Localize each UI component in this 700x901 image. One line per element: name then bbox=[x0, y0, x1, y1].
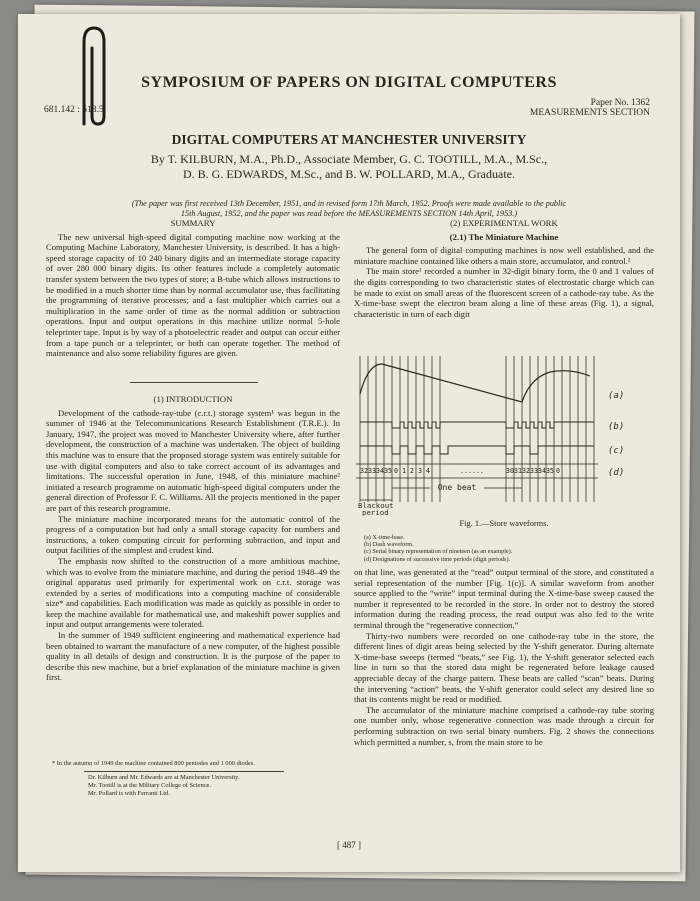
digit-label: 34 bbox=[538, 467, 546, 475]
digit-label: 32 bbox=[360, 467, 368, 475]
waveform-label-d: (d) bbox=[608, 468, 625, 478]
paper-page bbox=[18, 14, 680, 872]
digit-label: 32 bbox=[522, 467, 530, 475]
continued-section bbox=[354, 567, 654, 747]
waveform-labels bbox=[608, 391, 624, 478]
experimental-paragraph-1: The general form of digital computing machines is now well established, and the miniature machine contained like others a main store, accumulator, and control.² bbox=[354, 245, 654, 266]
legend-item: (d) Designations of successive time periods (digit periods). bbox=[364, 555, 511, 563]
paper-number: Paper No. 1362 bbox=[590, 98, 650, 108]
intro-paragraph-3: The emphasis now shifted to the construction of a more ambitious machine, which was to evolve from the miniature machine, and during the period 1948–49 the original apparatus used primarily for experimental work on c.r.t. storage was extended by a series of modifications into a computing machine of considerable size* and capabilities. Each modification was made as quickly as possible in order to keep the machine available for mathematical use, and makeshift power supplies and input and output arrangements were tolerated. bbox=[46, 555, 340, 630]
ellipsis: ...... bbox=[460, 467, 484, 475]
period-label: period bbox=[362, 508, 389, 516]
store-waveforms-figure bbox=[354, 354, 654, 516]
miniature-machine-subheading: (2.1) The Miniature Machine bbox=[449, 231, 559, 242]
digit-label: 3 bbox=[418, 467, 422, 475]
one-beat-marker bbox=[392, 483, 522, 492]
digit-label: 34 bbox=[376, 467, 384, 475]
timing-gridlines bbox=[360, 356, 594, 502]
paper-title: DIGITAL COMPUTERS AT MANCHESTER UNIVERSITY bbox=[171, 132, 527, 147]
digit-label: 30 bbox=[506, 467, 514, 475]
paper-clip-icon bbox=[76, 24, 106, 128]
experimental-heading: (2) EXPERIMENTAL WORK bbox=[450, 218, 558, 228]
authors-line-1: By T. KILBURN, M.A., Ph.D., Associate Member, G. C. TOOTILL, M.A., M.Sc., bbox=[150, 152, 548, 166]
section-name: MEASUREMENTS SECTION bbox=[529, 108, 650, 118]
affiliation-1: Dr. Kilburn and Mr. Edwards are at Manchester University. bbox=[88, 774, 240, 781]
authors-line-2: D. B. G. EDWARDS, M.Sc., and B. W. POLLARD, M.A., Graduate. bbox=[183, 167, 515, 181]
digit-label: 35 bbox=[546, 467, 554, 475]
dates-line-1: (The paper was first received 13th December, 1951, and in revised form 17th March, 1952. Proofs were made available to the public bbox=[131, 199, 567, 208]
figure-caption: Fig. 1.—Store waveforms. bbox=[459, 519, 549, 528]
authors bbox=[48, 152, 650, 182]
summary-heading: SUMMARY bbox=[170, 218, 216, 228]
affiliations bbox=[88, 774, 338, 798]
udc-number: 681.142 : 518.5 bbox=[44, 105, 104, 115]
legend-item: (c) Serial binary representation of nineteen (as an example). bbox=[364, 548, 513, 556]
symposium-heading: SYMPOSIUM OF PAPERS ON DIGITAL COMPUTERS bbox=[141, 74, 557, 91]
intro-paragraph-2: The miniature machine incorporated means for the automatic control of the progress of a computation but had only a small storage capacity for numbers and instructions, a token computing circuit for performing subtraction, and input and output facilities of the simplest and crudest kind. bbox=[46, 513, 340, 556]
digit-label: 2 bbox=[410, 467, 414, 475]
intro-heading: (1) INTRODUCTION bbox=[153, 394, 233, 404]
digit-label: 1 bbox=[402, 467, 406, 475]
footnote: * In the autumn of 1949 the machine contained 800 pentodes and 1 000 diodes. bbox=[52, 760, 255, 767]
dash-waveform bbox=[360, 422, 594, 428]
blackout-marker bbox=[358, 500, 394, 516]
digit-label: 35 bbox=[384, 467, 392, 475]
footnote-rule bbox=[84, 771, 284, 772]
digit-label: 0 bbox=[556, 467, 560, 475]
page-number: [ 487 ] bbox=[337, 840, 361, 850]
experimental-section bbox=[354, 218, 654, 319]
intro-paragraph-1: Development of the cathode-ray-tube (c.r.t.) storage system¹ was begun in the summer of 1946 at the Telecommunications Research Establishment (T.R.E.). In January, 1947, the project was moved to Manchester University where, after further development, the construction of a machine was undertaken. The object of building this machine was to ensure that the proposed storage system was entirely suitable for use with digital computers and also to take correct account of its advantages and limitations. The successful operation in June, 1948, of this miniature machine² initiated a research programme on automatic high-speed digital computers under the general direction of Professor F. C. Williams. All the projects mentioned in the paper are part of this research programme. bbox=[46, 407, 340, 513]
continued-paragraph-1: on that line, was generated at the “read” output terminal of the store, and constituted a serial representation of the number [Fig. 1(c)]. A similar waveform from another source applied to the “write” input terminal during the X-time-base sweep caused the number it represented to be recorded in the store. In order not to destroy the stored information during the reading process, the read output was also fed to the write terminal through the “regenerative connection.” bbox=[354, 567, 654, 630]
serial-binary-waveform bbox=[360, 446, 594, 454]
affiliation-3: Mr. Pollard is with Ferranti Ltd. bbox=[88, 790, 170, 797]
continued-paragraph-2: Thirty-two numbers were recorded on one cathode-ray tube in the store, the different lines of digit areas being selected by the Y-shift generator. During alternate X-time-base sweeps (termed “beats,” see Fig. 1), the Y-shift generator selected each line in turn so that the stored data might be regenerated before leakage caused appreciable decay of the charge pattern. These beats are called “scan” beats. During the intervening “action” beats, the Y-shift generator could select any desired line so that its contents might be read or modified. bbox=[354, 630, 654, 705]
digit-label: 4 bbox=[426, 467, 430, 475]
introduction-section bbox=[46, 394, 340, 683]
waveform-label-a: (a) bbox=[608, 391, 625, 401]
x-time-base-waveform bbox=[360, 364, 590, 402]
blackout-label: Blackout bbox=[358, 501, 394, 510]
summary-text: The new universal high-speed digital computing machine now working at the Computing Machine Laboratory, Manchester University, is described. It has a high-speed storage capacity of 10 240 binary digits and an intermediate storage capacity of over 280 000 binary digits. Its other features include a completely automatic transfer system between the two types of store; a B-tube which allows instructions to be modified in a much shorter time than by normal accumulator use, thus facilitating the programming of iterative processes; and a fast multiplier which carries out a multiplication in the same order of time as the normal addition or subtraction operations. Input and output operations in this machine utilize normal 5-hole teleprinter tape. Input is by way of a photoelectric reader and output can occur either from a tape punch or a teleprinter, or both can operate together. The method of maintenance and also some reliability figures are given. bbox=[46, 231, 340, 359]
dates-note bbox=[42, 199, 656, 219]
intro-paragraph-4: In the summer of 1949 sufficient engineering and mathematical experience had been obtained to warrant the manufacture of a new computer, of the highest possible quality in all details of design and construction. It is the purpose of the paper to describe this new machine, but a brief explanation of the miniature machine is given first. bbox=[46, 630, 340, 683]
legend-item: (b) Dash waveform. bbox=[364, 541, 414, 549]
affiliation-2: Mr. Tootill is at the Military College of Science. bbox=[88, 782, 211, 789]
digit-label: 33 bbox=[368, 467, 376, 475]
dates-line-2: 15th August, 1952, and the paper was read before the MEASUREMENTS SECTION 14th April, 1953.) bbox=[180, 209, 518, 218]
waveform-label-c: (c) bbox=[608, 446, 625, 456]
continued-paragraph-3: The accumulator of the miniature machine comprised a cathode-ray tube storing one number only, whose regenerative connection was made through a circuit for performing subtraction on two serial binary numbers. Fig. 2 shows the connections which permitted a number, s, from the main store to be bbox=[354, 704, 654, 747]
digit-label: 31 bbox=[514, 467, 522, 475]
divider bbox=[130, 382, 258, 383]
waveform-label-b: (b) bbox=[608, 422, 625, 432]
legend-item: (a) X-time-base. bbox=[364, 534, 405, 541]
digit-label: 33 bbox=[530, 467, 538, 475]
digit-label: 0 bbox=[394, 467, 398, 475]
one-beat-label: One beat bbox=[437, 483, 477, 492]
paper-number-block bbox=[530, 98, 650, 118]
experimental-paragraph-2: The main store¹ recorded a number in 32-digit binary form, the 0 and 1 values of the digits corresponding to two characteristic states of electrostatic charge which can be made to exist on small areas of the fluorescent screen of a cathode-ray tube. As the X-time-base swept the electron beam along a line of these areas (Fig. 1), a signal, characteristic in turn of each digit bbox=[354, 266, 654, 319]
digit-period-labels bbox=[360, 467, 560, 475]
left-column bbox=[46, 218, 340, 359]
figure-legend bbox=[364, 534, 654, 563]
